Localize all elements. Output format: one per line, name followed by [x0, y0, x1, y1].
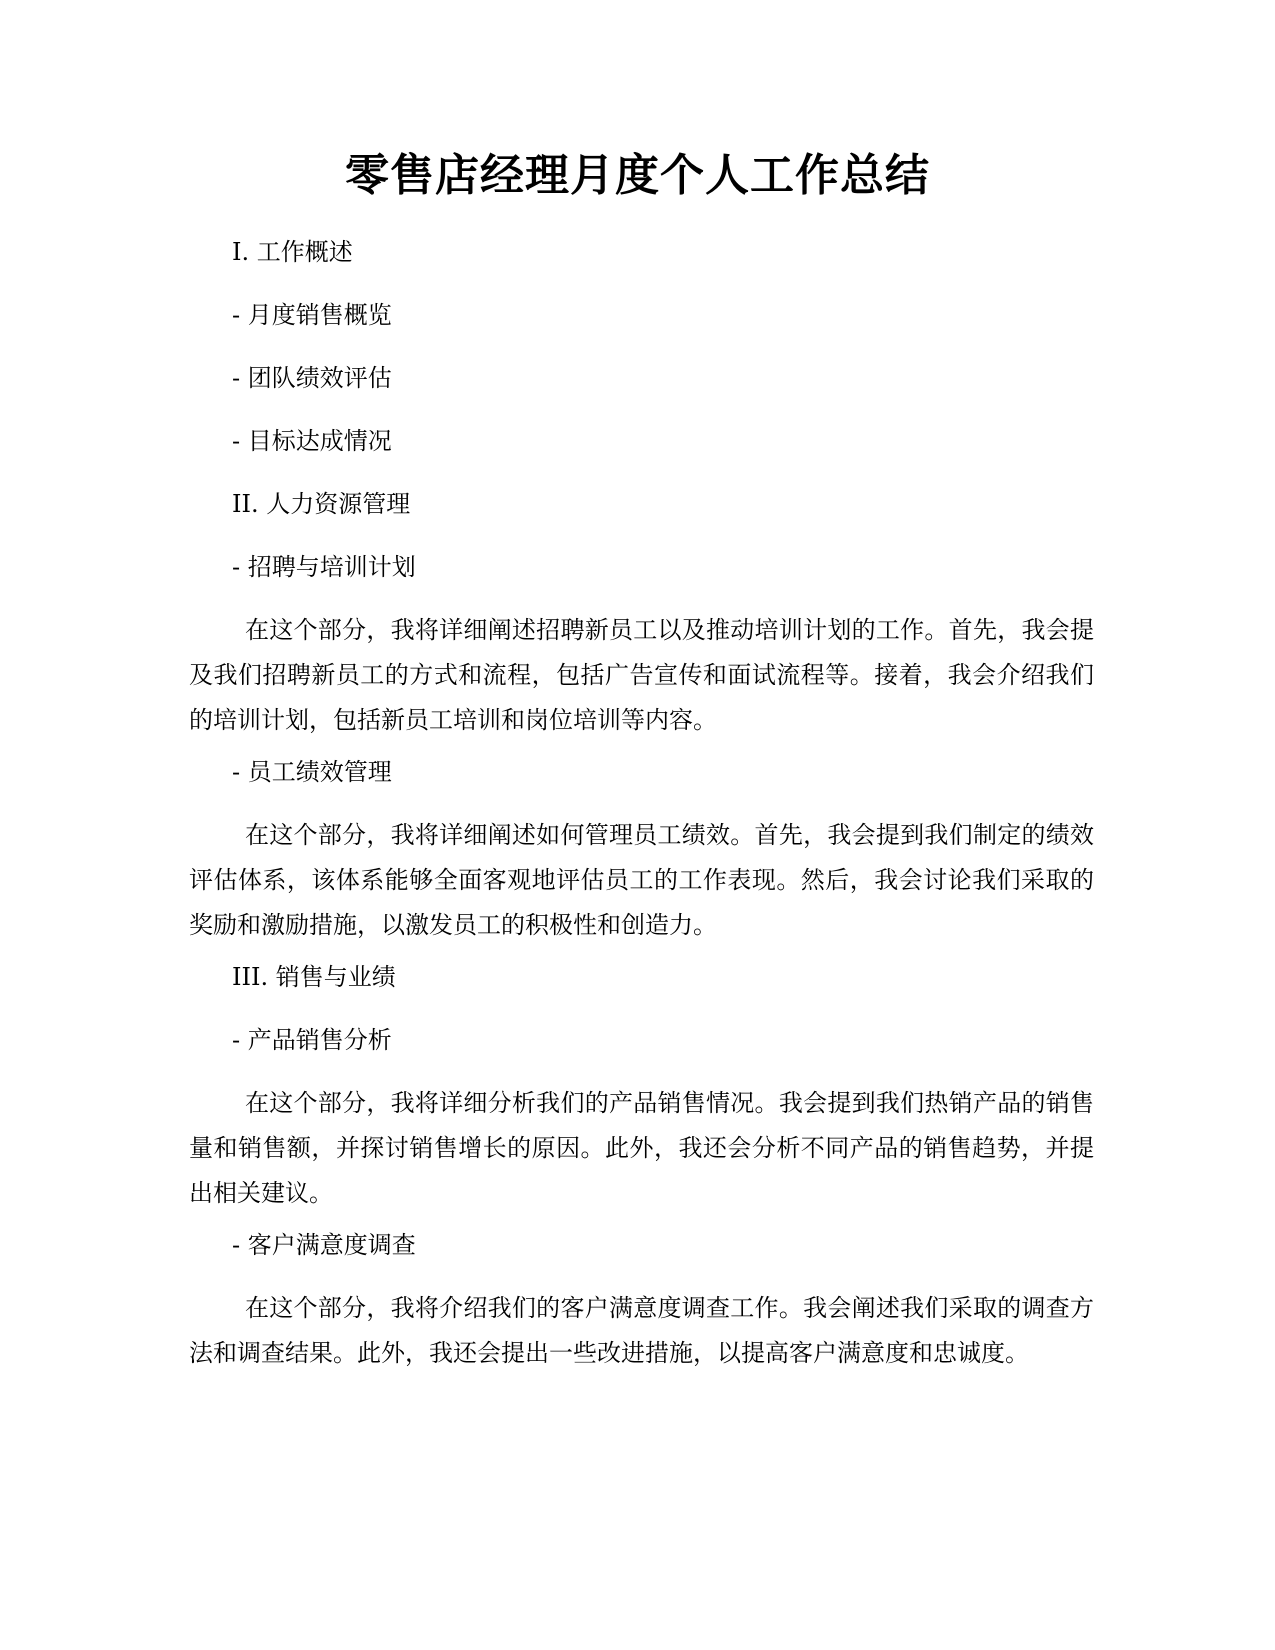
list-item-goal-achievement: - 目标达成情况: [232, 427, 392, 455]
list-item-customer-satisfaction: - 客户满意度调查: [232, 1231, 416, 1259]
list-item-monthly-sales-overview: - 月度销售概览: [232, 301, 392, 329]
list-item-product-sales-analysis: - 产品销售分析: [232, 1026, 392, 1054]
section-heading-1: I. 工作概述: [232, 238, 353, 266]
list-item-performance-management: - 员工绩效管理: [232, 758, 392, 786]
paragraph-recruiting-training: 在这个部分，我将详细阐述招聘新员工以及推动培训计划的工作。首先，我会提及我们招聘新员工的方式和流程，包括广告宣传和面试流程等。接着，我会介绍我们的培训计划，包括新员工培训和岗位培训等内容。: [189, 616, 1094, 734]
paragraph-customer-satisfaction: 在这个部分，我将介绍我们的客户满意度调查工作。我会阐述我们采取的调查方法和调查结果。此外，我还会提出一些改进措施，以提高客户满意度和忠诚度。: [189, 1294, 1094, 1367]
list-item-team-performance: - 团队绩效评估: [232, 364, 392, 392]
list-item-recruiting-training: - 招聘与培训计划: [232, 553, 416, 581]
section-heading-2: II. 人力资源管理: [232, 490, 411, 518]
document-title: 零售店经理月度个人工作总结: [345, 150, 930, 201]
paragraph-performance-management: 在这个部分，我将详细阐述如何管理员工绩效。首先，我会提到我们制定的绩效评估体系，该体系能够全面客观地评估员工的工作表现。然后，我会讨论我们采取的奖励和激励措施，以激发员工的积极性和创造力。: [189, 821, 1094, 939]
paragraph-product-sales-analysis: 在这个部分，我将详细分析我们的产品销售情况。我会提到我们热销产品的销售量和销售额，并探讨销售增长的原因。此外，我还会分析不同产品的销售趋势，并提出相关建议。: [189, 1089, 1094, 1207]
section-heading-3: III. 销售与业绩: [232, 963, 396, 991]
